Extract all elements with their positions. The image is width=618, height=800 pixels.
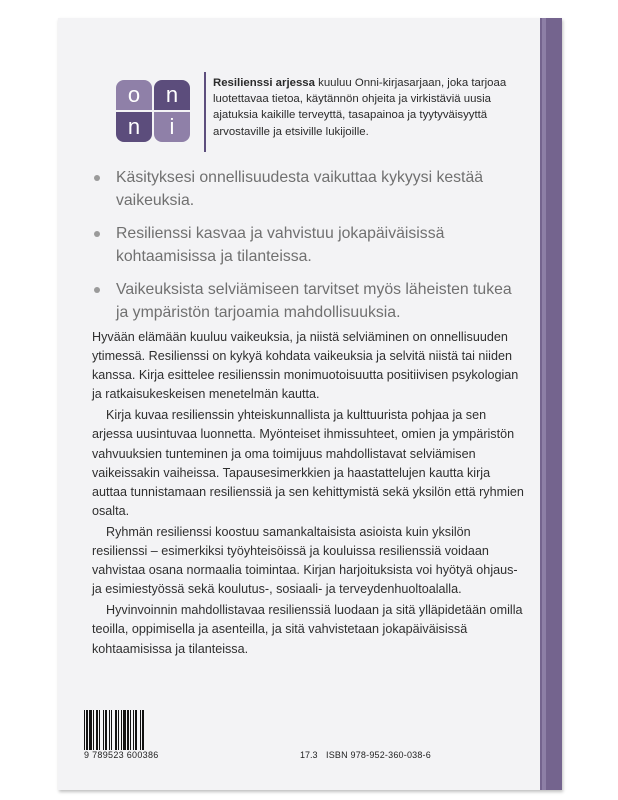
series-name: Resilienssi arjessa (213, 77, 315, 89)
series-text-body: kuuluu Onni-kirjasarjaan, joka tarjoaa luotettavaa tietoa, käytännön ohjeita ja virkistäviä uusia ajatuksia kaikille terveyttä, tasapainoa ja tyytyväisyyttä arvostaville ja etsiville lukijoille. (213, 77, 507, 138)
bullet-list (92, 166, 522, 334)
class-code: 17.3 (300, 750, 318, 760)
bullet-dot-icon (94, 231, 100, 237)
logo-letter: o (116, 80, 152, 110)
barcode-number: 9 789523 600386 (84, 750, 159, 760)
bullet-item (92, 222, 522, 268)
bullet-dot-icon (94, 287, 100, 293)
blurb-paragraph: Kirja kuvaa resilienssin yhteiskunnallista ja kulttuurista pohjaa ja sen arjessa uusintuvaa luonnetta. Myönteiset ihmissuhteet, omien ja ympäristön vahvuuksien tunteminen ja oma toimijuus mahdollistavat selviämisen vaikeissakin vaiheissa. Tapausesimerkkien ja haastattelujen kautta kirja auttaa tunnistamaan resilienssiä ja sen kehittymistä sekä yksilön että ryhmien osalta. (92, 408, 524, 518)
bullet-dot-icon (94, 175, 100, 181)
logo-letter: n (154, 80, 190, 110)
blurb-paragraph: Hyvinvoinnin mahdollistavaa resilienssiä luodaan ja sitä ylläpidetään omilla teoilla, oppimisella ja asenteilla, ja sitä vahvistetaan jokapäiväisissä kohtaamisissa ja tilanteissa. (92, 603, 523, 656)
blurb-paragraph: Hyvään elämään kuuluu vaikeuksia, ja niistä selviäminen on onnellisuuden ytimessä. Resilienssi on kykyä kohdata vaikeuksia ja selvitä niistä tai niiden kanssa. Kirja esittelee resilienssin monimuotoisuutta positiivisen psykologian ja ratkaisukeskeisen menetelmän kautta. (92, 330, 519, 402)
bullet-item (92, 278, 522, 324)
logo-letter: i (154, 112, 190, 142)
bullet-text: Resilienssi kasvaa ja vahvistuu jokapäiväisissä kohtaamisissa ja tilanteissa. (116, 225, 445, 265)
blurb-paragraph: Ryhmän resilienssi koostuu samankaltaisista asioista kuin yksilön resilienssi – esimerkiksi työyhteisöissä ja kouluissa resilienssiä voidaan vahvistaa osana normaalia toimintaa. Kirjan harjoituksista voi hyötyä ohjaus- ja esimiestyössä sekä koulutus-, sosiaali- ja terveydenhuoltoalalla. (92, 524, 518, 597)
barcode (84, 710, 170, 752)
series-description (213, 75, 513, 140)
logo-divider (204, 72, 206, 152)
logo-letter: n (116, 112, 152, 142)
blurb-text (92, 328, 526, 659)
bullet-text: Vaikeuksista selviämiseen tarvitset myös läheisten tukea ja ympäristön tarjoamia mahdollisuuksia. (116, 281, 512, 321)
bullet-text: Käsityksesi onnellisuudesta vaikuttaa kykyysi kestää vaikeuksia. (116, 169, 484, 209)
onni-logo (116, 80, 192, 144)
bullet-item (92, 166, 522, 212)
spine-edge (542, 18, 546, 790)
isbn-label: ISBN 978-952-360-038-6 (326, 750, 431, 760)
